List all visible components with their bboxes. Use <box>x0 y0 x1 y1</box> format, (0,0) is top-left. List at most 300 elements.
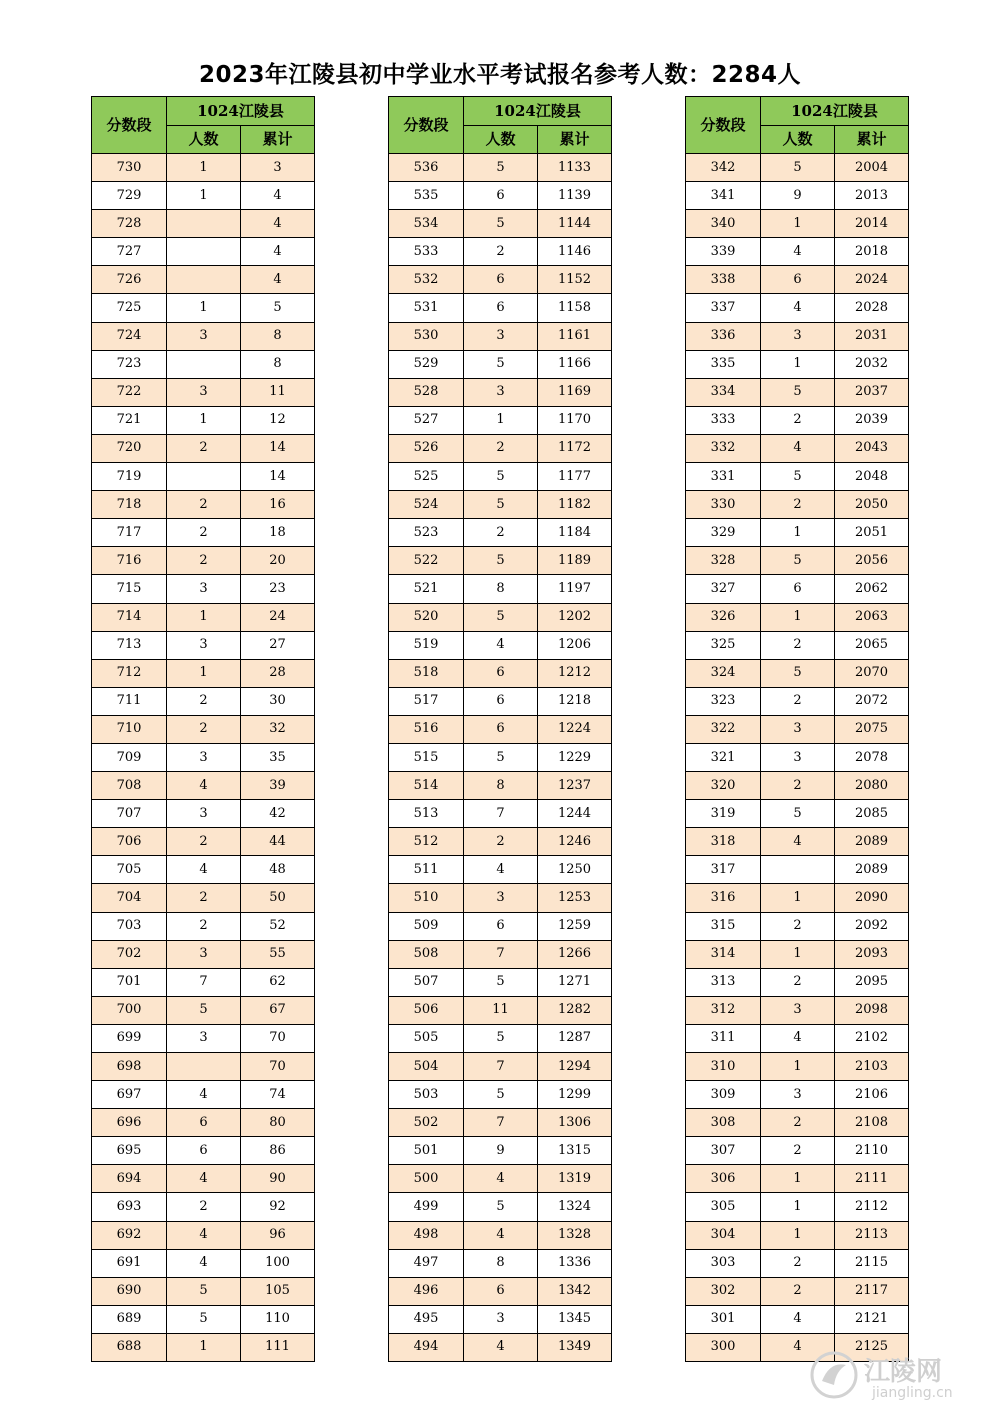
cumulative-cell: 67 <box>241 996 315 1024</box>
cumulative-cell: 1152 <box>538 266 612 294</box>
cumulative-cell: 2089 <box>835 828 909 856</box>
table-row <box>389 350 612 378</box>
score-cell: 702 <box>92 940 167 968</box>
region-header: 1024江陵县 <box>167 97 315 126</box>
cumulative-cell: 2050 <box>835 491 909 519</box>
table-row <box>389 603 612 631</box>
score-cell: 708 <box>92 772 167 800</box>
score-cell: 508 <box>389 940 464 968</box>
cumulative-cell: 2103 <box>835 1053 909 1081</box>
cumulative-cell: 1259 <box>538 912 612 940</box>
count-cell <box>167 238 241 266</box>
table-row <box>389 491 612 519</box>
score-cell: 328 <box>686 547 761 575</box>
score-cell: 698 <box>92 1053 167 1081</box>
score-cell: 707 <box>92 800 167 828</box>
cumulative-cell: 2108 <box>835 1109 909 1137</box>
region-header: 1024江陵县 <box>464 97 612 126</box>
table-row <box>686 1277 909 1305</box>
score-cell: 326 <box>686 603 761 631</box>
count-cell: 1 <box>167 406 241 434</box>
cumulative-header: 累计 <box>835 125 909 154</box>
cumulative-cell: 1139 <box>538 182 612 210</box>
score-cell: 334 <box>686 378 761 406</box>
table-row <box>389 884 612 912</box>
table-row <box>389 1305 612 1333</box>
table-row <box>92 1249 315 1277</box>
table-row <box>92 547 315 575</box>
table-row <box>92 884 315 912</box>
table-row <box>389 1081 612 1109</box>
score-cell: 305 <box>686 1193 761 1221</box>
score-cell: 533 <box>389 238 464 266</box>
score-cell: 314 <box>686 940 761 968</box>
cumulative-cell: 1177 <box>538 463 612 491</box>
count-cell: 7 <box>167 968 241 996</box>
score-cell: 327 <box>686 575 761 603</box>
cumulative-cell: 92 <box>241 1193 315 1221</box>
table-row <box>92 940 315 968</box>
table-row <box>686 772 909 800</box>
score-cell: 531 <box>389 294 464 322</box>
cumulative-cell: 1349 <box>538 1333 612 1361</box>
table-row <box>92 350 315 378</box>
cumulative-cell: 2056 <box>835 547 909 575</box>
count-cell: 7 <box>464 1109 538 1137</box>
cumulative-cell: 1169 <box>538 378 612 406</box>
score-cell: 717 <box>92 519 167 547</box>
score-cell: 721 <box>92 406 167 434</box>
count-cell: 1 <box>167 182 241 210</box>
cumulative-cell: 1133 <box>538 154 612 182</box>
cumulative-cell: 1182 <box>538 491 612 519</box>
count-cell: 1 <box>761 1221 835 1249</box>
score-cell: 697 <box>92 1081 167 1109</box>
cumulative-cell: 2115 <box>835 1249 909 1277</box>
score-cell: 520 <box>389 603 464 631</box>
score-cell: 703 <box>92 912 167 940</box>
count-cell: 4 <box>167 1249 241 1277</box>
count-cell: 5 <box>761 659 835 687</box>
score-cell: 316 <box>686 884 761 912</box>
score-cell: 502 <box>389 1109 464 1137</box>
cumulative-cell: 2018 <box>835 238 909 266</box>
table-row <box>92 828 315 856</box>
table-row <box>92 210 315 238</box>
cumulative-cell: 2070 <box>835 659 909 687</box>
count-cell: 2 <box>167 715 241 743</box>
count-cell: 1 <box>167 1333 241 1361</box>
count-cell: 9 <box>761 182 835 210</box>
count-cell: 3 <box>167 631 241 659</box>
table-row <box>92 434 315 462</box>
score-cell: 340 <box>686 210 761 238</box>
count-cell: 3 <box>464 378 538 406</box>
count-cell: 5 <box>464 154 538 182</box>
count-cell: 3 <box>167 940 241 968</box>
cumulative-cell: 2102 <box>835 1024 909 1052</box>
table-row <box>92 856 315 884</box>
score-cell: 339 <box>686 238 761 266</box>
count-cell: 1 <box>761 1053 835 1081</box>
cumulative-cell: 48 <box>241 856 315 884</box>
cumulative-cell: 1170 <box>538 406 612 434</box>
count-cell: 1 <box>761 519 835 547</box>
watermark-name: 江陵网 <box>864 1357 943 1387</box>
cumulative-cell: 28 <box>241 659 315 687</box>
count-cell: 3 <box>761 322 835 350</box>
count-cell: 2 <box>167 547 241 575</box>
score-cell: 522 <box>389 547 464 575</box>
score-cell: 694 <box>92 1165 167 1193</box>
cumulative-cell: 1224 <box>538 715 612 743</box>
score-cell: 725 <box>92 294 167 322</box>
count-cell: 8 <box>464 1249 538 1277</box>
table-row <box>389 463 612 491</box>
score-cell: 495 <box>389 1305 464 1333</box>
count-cell: 7 <box>464 800 538 828</box>
count-cell: 6 <box>167 1109 241 1137</box>
table-row <box>686 378 909 406</box>
cumulative-cell: 1253 <box>538 884 612 912</box>
score-cell: 714 <box>92 603 167 631</box>
cumulative-cell: 2039 <box>835 406 909 434</box>
cumulative-cell: 70 <box>241 1053 315 1081</box>
score-cell: 501 <box>389 1137 464 1165</box>
score-cell: 526 <box>389 434 464 462</box>
count-cell: 3 <box>167 800 241 828</box>
table-row <box>686 1165 909 1193</box>
cumulative-cell: 1158 <box>538 294 612 322</box>
score-cell: 496 <box>389 1277 464 1305</box>
score-cell: 331 <box>686 463 761 491</box>
score-cell: 311 <box>686 1024 761 1052</box>
table-row <box>92 687 315 715</box>
cumulative-cell: 4 <box>241 182 315 210</box>
score-cell: 730 <box>92 154 167 182</box>
table-row <box>686 743 909 771</box>
score-cell: 310 <box>686 1053 761 1081</box>
cumulative-cell: 1206 <box>538 631 612 659</box>
score-cell: 710 <box>92 715 167 743</box>
cumulative-cell: 2093 <box>835 940 909 968</box>
score-cell: 342 <box>686 154 761 182</box>
count-cell: 5 <box>464 968 538 996</box>
cumulative-cell: 2037 <box>835 378 909 406</box>
score-cell: 523 <box>389 519 464 547</box>
score-cell: 330 <box>686 491 761 519</box>
table-row <box>686 463 909 491</box>
cumulative-cell: 3 <box>241 154 315 182</box>
score-cell: 688 <box>92 1333 167 1361</box>
score-cell: 503 <box>389 1081 464 1109</box>
count-cell: 2 <box>464 434 538 462</box>
table-row <box>92 463 315 491</box>
table-row <box>389 1277 612 1305</box>
score-cell: 332 <box>686 434 761 462</box>
count-cell: 1 <box>761 210 835 238</box>
table-row <box>92 631 315 659</box>
count-cell: 2 <box>761 912 835 940</box>
table-row <box>686 715 909 743</box>
count-cell: 4 <box>761 434 835 462</box>
cumulative-cell: 111 <box>241 1333 315 1361</box>
table-row <box>686 266 909 294</box>
table-row <box>686 800 909 828</box>
count-cell: 2 <box>167 434 241 462</box>
count-cell: 2 <box>464 238 538 266</box>
count-cell: 1 <box>761 603 835 631</box>
cumulative-cell: 1246 <box>538 828 612 856</box>
count-cell: 6 <box>464 715 538 743</box>
table-row <box>686 1024 909 1052</box>
table-row <box>92 912 315 940</box>
count-cell: 3 <box>464 1305 538 1333</box>
score-header: 分数段 <box>389 97 464 154</box>
score-cell: 338 <box>686 266 761 294</box>
cumulative-cell: 8 <box>241 322 315 350</box>
cumulative-cell: 2075 <box>835 715 909 743</box>
score-cell: 301 <box>686 1305 761 1333</box>
count-cell: 5 <box>761 154 835 182</box>
score-cell: 709 <box>92 743 167 771</box>
table-row <box>389 659 612 687</box>
count-cell: 5 <box>167 1305 241 1333</box>
table-row <box>686 1109 909 1137</box>
cumulative-cell: 2063 <box>835 603 909 631</box>
count-cell: 5 <box>761 463 835 491</box>
table-row <box>686 406 909 434</box>
table-row <box>686 1221 909 1249</box>
table-row <box>92 238 315 266</box>
cumulative-cell: 2004 <box>835 154 909 182</box>
count-cell: 4 <box>464 1221 538 1249</box>
count-cell: 4 <box>761 1333 835 1361</box>
table-row <box>686 350 909 378</box>
score-cell: 516 <box>389 715 464 743</box>
table-row <box>686 519 909 547</box>
score-cell: 505 <box>389 1024 464 1052</box>
cumulative-cell: 2095 <box>835 968 909 996</box>
score-cell: 712 <box>92 659 167 687</box>
count-cell <box>167 210 241 238</box>
table-row <box>389 996 612 1024</box>
count-cell: 5 <box>464 210 538 238</box>
count-cell: 5 <box>464 1081 538 1109</box>
score-cell: 312 <box>686 996 761 1024</box>
cumulative-cell: 24 <box>241 603 315 631</box>
score-cell: 307 <box>686 1137 761 1165</box>
count-cell: 5 <box>464 603 538 631</box>
table-row <box>389 743 612 771</box>
cumulative-cell: 1299 <box>538 1081 612 1109</box>
score-cell: 696 <box>92 1109 167 1137</box>
count-cell: 7 <box>464 1053 538 1081</box>
count-cell: 6 <box>464 659 538 687</box>
count-cell: 2 <box>167 1193 241 1221</box>
table-row <box>92 294 315 322</box>
table-row <box>389 1109 612 1137</box>
score-cell: 691 <box>92 1249 167 1277</box>
cumulative-cell: 12 <box>241 406 315 434</box>
count-cell <box>167 1053 241 1081</box>
count-cell: 6 <box>464 266 538 294</box>
cumulative-cell: 2078 <box>835 743 909 771</box>
count-cell: 5 <box>464 463 538 491</box>
table-row <box>686 603 909 631</box>
count-cell: 1 <box>167 659 241 687</box>
score-cell: 499 <box>389 1193 464 1221</box>
cumulative-cell: 1197 <box>538 575 612 603</box>
count-cell <box>167 350 241 378</box>
cumulative-cell: 2065 <box>835 631 909 659</box>
cumulative-cell: 20 <box>241 547 315 575</box>
score-cell: 695 <box>92 1137 167 1165</box>
cumulative-cell: 2080 <box>835 772 909 800</box>
page-title: 2023年江陵县初中学业水平考试报名参考人数：2284人 <box>198 62 802 88</box>
table-row <box>92 996 315 1024</box>
cumulative-cell: 1144 <box>538 210 612 238</box>
cumulative-cell: 1345 <box>538 1305 612 1333</box>
count-cell: 4 <box>167 1081 241 1109</box>
count-cell: 5 <box>464 1024 538 1052</box>
cumulative-cell: 4 <box>241 238 315 266</box>
score-cell: 528 <box>389 378 464 406</box>
score-cell: 336 <box>686 322 761 350</box>
table-row <box>686 687 909 715</box>
score-header: 分数段 <box>686 97 761 154</box>
count-cell: 9 <box>464 1137 538 1165</box>
count-cell: 4 <box>464 1165 538 1193</box>
count-cell: 2 <box>761 491 835 519</box>
cumulative-cell: 1324 <box>538 1193 612 1221</box>
count-cell: 4 <box>167 772 241 800</box>
cumulative-cell: 2048 <box>835 463 909 491</box>
score-cell: 692 <box>92 1221 167 1249</box>
table-row <box>389 828 612 856</box>
count-cell: 3 <box>761 996 835 1024</box>
cumulative-cell: 4 <box>241 210 315 238</box>
cumulative-cell: 1218 <box>538 687 612 715</box>
cumulative-cell: 2028 <box>835 294 909 322</box>
table-row <box>686 154 909 182</box>
table-row <box>389 575 612 603</box>
site-logo-icon <box>808 1349 860 1401</box>
count-header: 人数 <box>167 125 241 154</box>
count-cell: 2 <box>167 828 241 856</box>
count-cell: 2 <box>761 406 835 434</box>
score-cell: 318 <box>686 828 761 856</box>
table-row <box>92 715 315 743</box>
score-cell: 329 <box>686 519 761 547</box>
count-cell: 4 <box>167 1165 241 1193</box>
score-cell: 309 <box>686 1081 761 1109</box>
table-row <box>686 968 909 996</box>
table-row <box>92 182 315 210</box>
score-cell: 718 <box>92 491 167 519</box>
cumulative-cell: 8 <box>241 350 315 378</box>
cumulative-cell: 2111 <box>835 1165 909 1193</box>
score-cell: 720 <box>92 434 167 462</box>
cumulative-cell: 2092 <box>835 912 909 940</box>
score-cell: 341 <box>686 182 761 210</box>
table-row <box>389 1137 612 1165</box>
count-cell: 4 <box>761 828 835 856</box>
count-cell: 2 <box>167 884 241 912</box>
cumulative-cell: 1189 <box>538 547 612 575</box>
count-cell: 4 <box>761 1305 835 1333</box>
cumulative-cell: 96 <box>241 1221 315 1249</box>
cumulative-cell: 1328 <box>538 1221 612 1249</box>
count-cell: 2 <box>761 1277 835 1305</box>
score-cell: 319 <box>686 800 761 828</box>
cumulative-cell: 2110 <box>835 1137 909 1165</box>
count-cell: 5 <box>464 491 538 519</box>
count-cell: 3 <box>167 1024 241 1052</box>
count-cell: 2 <box>761 1249 835 1277</box>
score-cell: 700 <box>92 996 167 1024</box>
cumulative-cell: 110 <box>241 1305 315 1333</box>
cumulative-cell: 2117 <box>835 1277 909 1305</box>
table-row <box>389 519 612 547</box>
cumulative-cell: 2090 <box>835 884 909 912</box>
cumulative-cell: 1250 <box>538 856 612 884</box>
table-row <box>686 1193 909 1221</box>
score-cell: 335 <box>686 350 761 378</box>
count-cell: 1 <box>464 406 538 434</box>
score-cell: 723 <box>92 350 167 378</box>
score-cell: 513 <box>389 800 464 828</box>
score-cell: 323 <box>686 687 761 715</box>
table-row <box>92 406 315 434</box>
score-table <box>685 96 909 1362</box>
count-cell: 1 <box>761 350 835 378</box>
cumulative-cell: 70 <box>241 1024 315 1052</box>
count-cell: 5 <box>761 800 835 828</box>
count-cell: 2 <box>761 968 835 996</box>
count-cell: 2 <box>761 1137 835 1165</box>
count-cell: 2 <box>464 828 538 856</box>
count-cell: 5 <box>167 1277 241 1305</box>
score-cell: 514 <box>389 772 464 800</box>
score-cell: 304 <box>686 1221 761 1249</box>
score-cell: 699 <box>92 1024 167 1052</box>
cumulative-cell: 50 <box>241 884 315 912</box>
watermark-url: jiangling.cn <box>872 1385 953 1401</box>
cumulative-header: 累计 <box>538 125 612 154</box>
count-cell: 2 <box>167 491 241 519</box>
table-row <box>686 210 909 238</box>
cumulative-cell: 11 <box>241 378 315 406</box>
cumulative-cell: 2032 <box>835 350 909 378</box>
score-cell: 719 <box>92 463 167 491</box>
table-row <box>686 294 909 322</box>
table-row <box>389 294 612 322</box>
table-row <box>92 1305 315 1333</box>
table-row <box>92 519 315 547</box>
cumulative-cell: 1161 <box>538 322 612 350</box>
table-row <box>92 1165 315 1193</box>
cumulative-cell: 16 <box>241 491 315 519</box>
score-cell: 313 <box>686 968 761 996</box>
score-cell: 530 <box>389 322 464 350</box>
table-row <box>92 1053 315 1081</box>
table-row <box>686 631 909 659</box>
score-table <box>388 96 612 1362</box>
count-cell: 3 <box>167 575 241 603</box>
table-row <box>92 378 315 406</box>
table-row <box>389 1221 612 1249</box>
